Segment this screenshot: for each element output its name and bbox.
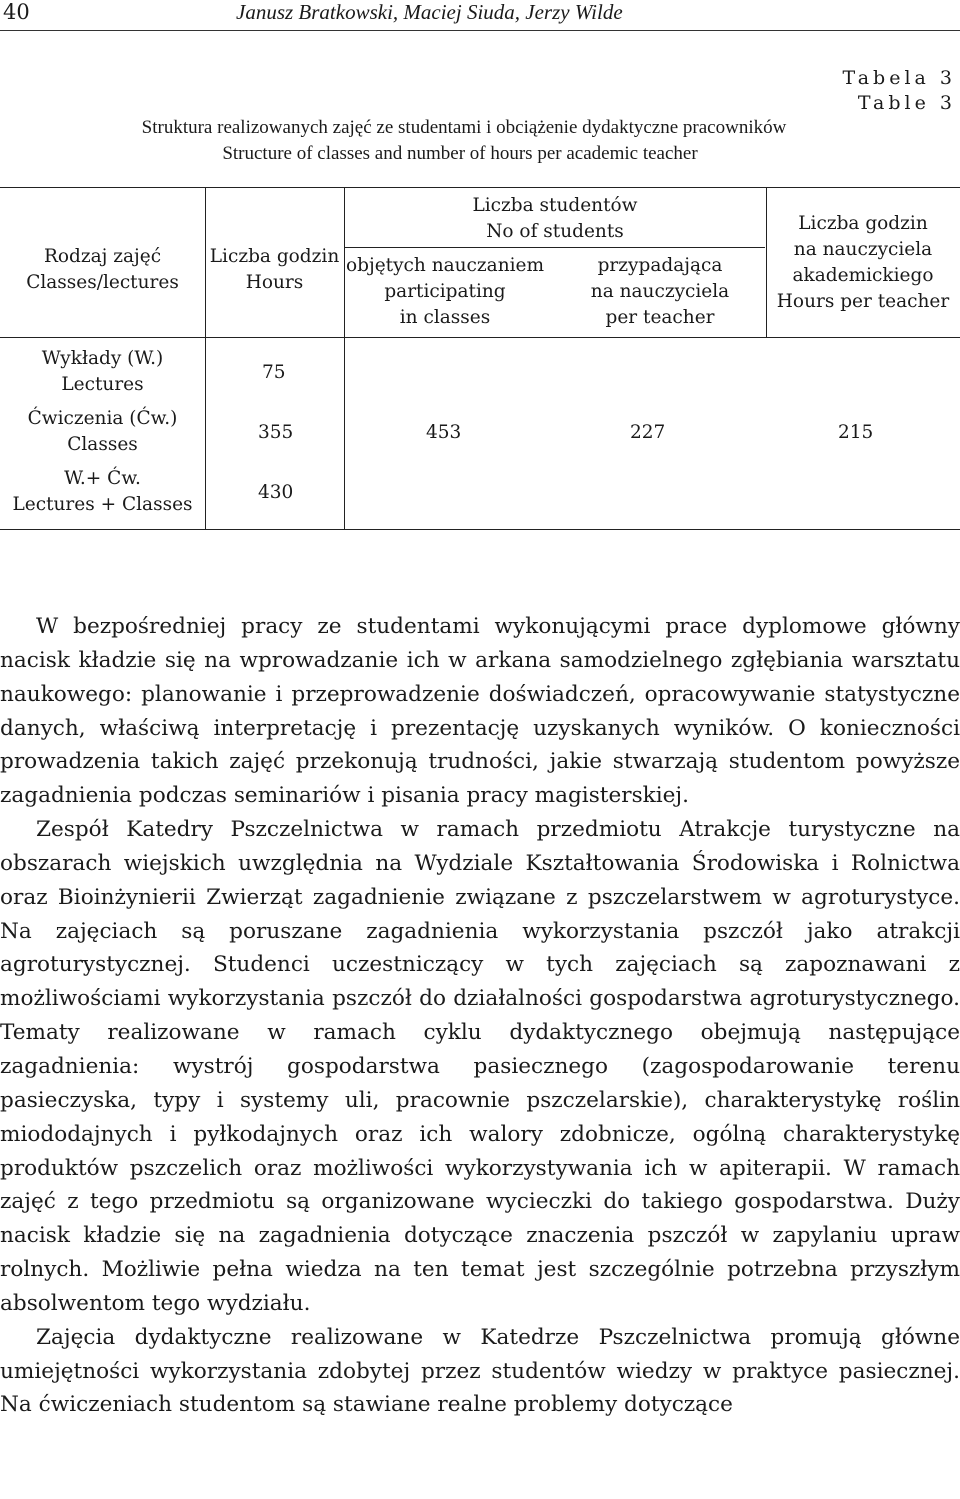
table-label-pl: Tabela 3 bbox=[842, 67, 956, 89]
hours-classes: 355 bbox=[258, 422, 294, 443]
table-row-type: W.+ Ćw. Lectures + Classes bbox=[12, 468, 193, 515]
page-number: 40 bbox=[3, 0, 30, 24]
header-students-per-teacher: przypadająca na nauczyciela per teacher bbox=[590, 255, 730, 328]
table-label-en: Table 3 bbox=[857, 92, 956, 114]
hours-lectures: 75 bbox=[262, 362, 286, 383]
hours-per-teacher-value: 215 bbox=[838, 422, 874, 443]
running-head-authors: Janusz Bratkowski, Maciej Siuda, Jerzy Wilde bbox=[236, 0, 623, 24]
students-per-teacher: 227 bbox=[630, 422, 666, 443]
table-caption-en: Structure of classes and number of hours per academic teacher bbox=[222, 143, 698, 164]
hours-total: 430 bbox=[258, 482, 294, 503]
table-header-rule bbox=[0, 337, 960, 338]
paragraph: W bezpośredniej pracy ze studentami wykonującymi prace dyplomowe główny nacisk kładzie się na wprowadzanie ich w arkana samodzielnego zgłębiania warsztatu naukowego: planowanie i przeprowadzenie doświadczeń, opracowywanie statystyczne danych, właściwą interpretację i prezentację uzyskanych wyników. O konieczności prowadzenia takich zajęć przekonują trudności, jakie stwarzają studentom powyższe zagadnienia podczas seminariów i pisania pracy magisterskiej. bbox=[0, 614, 960, 809]
table-subheader-rule bbox=[345, 247, 765, 248]
body-text bbox=[0, 610, 960, 1422]
table-caption-pl: Struktura realizowanych zajęć ze studentami i obciążenie dydaktyczne pracowników bbox=[141, 117, 787, 138]
paragraph: Zajęcia dydaktyczne realizowane w Katedrze Pszczelnictwa promują główne umiejętności wykorzystania zdobytej przez studentów wiedzy w praktyce pasiecznej. Na ćwiczeniach studentom są stawiane realne problemy dotyczące bbox=[0, 1324, 960, 1418]
paragraph: Zespół Katedry Pszczelnictwa w ramach przedmiotu Atrakcje turystyczne na obszarach wiejskich uwzględnia na Wydziale Kształtowania Środowiska i Rolnictwa oraz Bioinżynierii Zwierząt zagadnienie związane z pszczelarstwem w agroturystyce. Na zajęciach są poruszane zagadnienia wykorzystania pszczół jako atrakcji agroturystycznej. Studenci uczestniczący w tych zajęciach są zapoznawani z możliwościami wykorzystania pszczół do działalności gospodarstwa agroturystycznego. Tematy realizowane w ramach cyklu dydaktycznego obejmują następujące zagadnienia: wystrój gospodarstwa pasiecznego (zagospodarowanie terenu pasieczyska, typy i systemy uli, pracownie pszczelarskie), charakterystykę roślin miododajnych i pyłkodajnych oraz ich walory zdobnicze, ogólną charakterystykę produktów pszczelich oraz możliwości wykorzystywania ich w apiterapii. W ramach zajęć z tego przedmiotu są organizowane wycieczki do takiego gospodarstwa. Duży nacisk kładzie się na zagadnienia dotyczące znaczenia pszczół w zapylaniu upraw rolnych. Możliwie pełna wiedza na ten temat jest szczególnie potrzebna przyszłym absolwentom tego wydziału. bbox=[0, 817, 960, 1316]
header-type: Rodzaj zajęć Classes/lectures bbox=[26, 246, 179, 293]
column-divider bbox=[205, 187, 206, 529]
header-students: Liczba studentów No of students bbox=[472, 195, 638, 242]
header-participating: objętych nauczaniem participating in classes bbox=[345, 255, 545, 328]
page-header bbox=[0, 0, 960, 28]
table-row-type: Ćwiczenia (Ćw.) Classes bbox=[27, 408, 178, 455]
table-bottom-rule bbox=[0, 529, 960, 530]
header-hours: Liczba godzin Hours bbox=[209, 246, 340, 293]
table-top-rule bbox=[0, 187, 960, 188]
header-hours-per-teacher: Liczba godzin na nauczyciela akademickiego Hours per teacher bbox=[776, 213, 950, 312]
header-rule bbox=[0, 30, 960, 31]
students-participating: 453 bbox=[426, 422, 462, 443]
table-row-type: Wykłady (W.) Lectures bbox=[41, 348, 164, 395]
